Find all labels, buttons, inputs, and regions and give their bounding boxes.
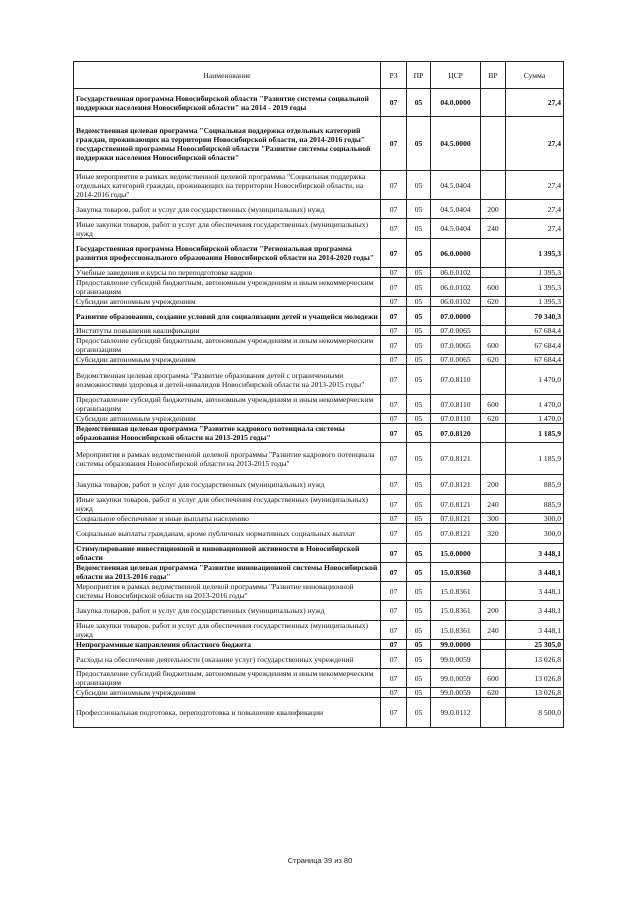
cell-rz: 07 (381, 365, 407, 395)
cell-name: Субсидии автономным учреждениям (74, 414, 381, 424)
cell-rz: 07 (381, 669, 407, 688)
cell-pr: 05 (407, 495, 431, 514)
cell-vr: 620 (481, 688, 506, 698)
cell-rz: 07 (381, 621, 407, 640)
table-row (74, 544, 564, 563)
cell-rz: 07 (381, 355, 407, 365)
cell-vr (481, 544, 506, 563)
page-number: Страница 39 из 80 (287, 856, 353, 865)
cell-sum: 27,4 (506, 89, 564, 117)
table-row (74, 89, 564, 117)
cell-sum: 885,9 (506, 495, 564, 514)
cell-name: Социальное обеспечение и иные выплаты населению (74, 514, 381, 524)
cell-sum: 1 185,9 (506, 443, 564, 475)
header-csr: ЦСР (431, 62, 481, 89)
cell-rz: 07 (381, 219, 407, 239)
cell-pr: 05 (407, 563, 431, 582)
cell-pr: 05 (407, 524, 431, 544)
cell-name: Предоставление субсидий бюджетным, автономным учреждениям и иным некоммерческим организациям (74, 669, 381, 688)
table-row (74, 582, 564, 601)
cell-pr: 05 (407, 117, 431, 171)
table-row (74, 621, 564, 640)
cell-vr (481, 640, 506, 650)
cell-rz: 07 (381, 650, 407, 669)
cell-vr (481, 563, 506, 582)
cell-sum: 1 470,0 (506, 365, 564, 395)
cell-name: Субсидии автономным учреждениям (74, 297, 381, 307)
cell-name: Непрограммные направления областного бюджета (74, 640, 381, 650)
header-pr: ПР (407, 62, 431, 89)
table-row (74, 278, 564, 297)
cell-rz: 07 (381, 563, 407, 582)
cell-name: Ведомственная целевая программа "Развитие кадрового потенциала системы образования Новосибирской области на 2013-2015 годы" (74, 424, 381, 443)
cell-name: Субсидии автономным учреждениям (74, 688, 381, 698)
cell-csr: 06.0.0000 (431, 239, 481, 268)
cell-rz: 07 (381, 117, 407, 171)
table-row (74, 365, 564, 395)
table-row (74, 355, 564, 365)
cell-csr: 07.0.8120 (431, 424, 481, 443)
cell-pr: 05 (407, 365, 431, 395)
cell-name: Иные мероприятия в рамках ведомственной целевой программы "Социальная поддержка отдельных категорий граждан, проживающих на территории Новосибирской области, на 2014-2016 годы" (74, 171, 381, 200)
cell-csr: 07.0.8110 (431, 414, 481, 424)
header-name: Наименование (74, 62, 381, 89)
table-row (74, 669, 564, 688)
cell-name: Развитие образования, создание условий для социализации детей и учащейся молодежи (74, 307, 381, 326)
table-body (74, 89, 564, 728)
cell-rz: 07 (381, 640, 407, 650)
cell-csr: 06.0.0102 (431, 278, 481, 297)
cell-rz: 07 (381, 582, 407, 601)
cell-vr (481, 424, 506, 443)
cell-pr: 05 (407, 475, 431, 495)
cell-pr: 05 (407, 424, 431, 443)
cell-name: Мероприятия в рамках ведомственной целевой программы "Развитие инновационной системы Новосибирской области на 2013-2016 годы" (74, 582, 381, 601)
cell-vr (481, 443, 506, 475)
cell-vr: 300 (481, 514, 506, 524)
table-row (74, 200, 564, 219)
cell-name: Закупка товаров, работ и услуг для государственных (муниципальных) нужд (74, 475, 381, 495)
cell-csr: 99.0.0059 (431, 650, 481, 669)
cell-name: Профессиональная подготовка, переподготовка и повышение квалификации (74, 698, 381, 728)
cell-sum: 8 500,0 (506, 698, 564, 728)
cell-vr (481, 307, 506, 326)
cell-sum: 300,0 (506, 514, 564, 524)
table-row (74, 336, 564, 355)
cell-csr: 07.0.8121 (431, 475, 481, 495)
table-row (74, 601, 564, 621)
table-row (74, 239, 564, 268)
cell-csr: 04.5.0404 (431, 200, 481, 219)
table-row (74, 688, 564, 698)
cell-pr: 05 (407, 443, 431, 475)
cell-csr: 99.0.0000 (431, 640, 481, 650)
cell-sum: 27,4 (506, 117, 564, 171)
cell-rz: 07 (381, 544, 407, 563)
cell-vr (481, 268, 506, 278)
cell-sum: 3 448,1 (506, 621, 564, 640)
cell-pr: 05 (407, 200, 431, 219)
cell-name: Субсидии автономным учреждениям (74, 355, 381, 365)
cell-csr: 15.0.8361 (431, 621, 481, 640)
cell-csr: 04.0.0000 (431, 89, 481, 117)
cell-pr: 05 (407, 297, 431, 307)
cell-vr: 200 (481, 475, 506, 495)
cell-csr: 07.0.0065 (431, 355, 481, 365)
header-vr: ВР (481, 62, 506, 89)
cell-name: Предоставление субсидий бюджетным, автономным учреждениям и иным некоммерческим организациям (74, 336, 381, 355)
cell-rz: 07 (381, 601, 407, 621)
cell-pr: 05 (407, 89, 431, 117)
cell-rz: 07 (381, 278, 407, 297)
table-row (74, 650, 564, 669)
cell-name: Стимулирование инвестиционной и инновационной активности в Новосибирской области (74, 544, 381, 563)
cell-rz: 07 (381, 336, 407, 355)
cell-pr: 05 (407, 326, 431, 336)
cell-pr: 05 (407, 355, 431, 365)
cell-sum: 1 185,9 (506, 424, 564, 443)
table-row (74, 640, 564, 650)
cell-sum: 3 448,1 (506, 544, 564, 563)
table-row (74, 171, 564, 200)
cell-rz: 07 (381, 307, 407, 326)
cell-csr: 07.0.8110 (431, 365, 481, 395)
cell-sum: 1 470,0 (506, 414, 564, 424)
cell-sum: 1 395,3 (506, 268, 564, 278)
cell-sum: 27,4 (506, 171, 564, 200)
cell-vr: 620 (481, 355, 506, 365)
table-row (74, 495, 564, 514)
cell-pr: 05 (407, 171, 431, 200)
table-row (74, 563, 564, 582)
cell-vr (481, 239, 506, 268)
cell-sum: 3 448,1 (506, 582, 564, 601)
cell-rz: 07 (381, 326, 407, 336)
table-row (74, 326, 564, 336)
cell-rz: 07 (381, 395, 407, 414)
cell-name: Ведомственная целевая программа "Развитие инновационной системы Новосибирской области на 2013-2016 годы" (74, 563, 381, 582)
cell-csr: 99.0.0059 (431, 688, 481, 698)
table-row (74, 698, 564, 728)
cell-pr: 05 (407, 514, 431, 524)
cell-name: Ведомственная целевая программа "Развитие образования детей с ограниченными возможностями здоровья и детей-инвалидов Новосибирской области на 2013-2015 годы" (74, 365, 381, 395)
cell-csr: 07.0.0000 (431, 307, 481, 326)
cell-pr: 05 (407, 582, 431, 601)
header-rz: РЗ (381, 62, 407, 89)
cell-name: Предоставление субсидий бюджетным, автономным учреждениям и иным некоммерческим организациям (74, 278, 381, 297)
cell-vr (481, 698, 506, 728)
cell-name: Иные закупки товаров, работ и услуг для обеспечения государственных (муниципальных) нужд (74, 621, 381, 640)
cell-rz: 07 (381, 268, 407, 278)
cell-csr: 07.0.8110 (431, 395, 481, 414)
cell-name: Иные закупки товаров, работ и услуг для обеспечения государственных (муниципальных) нужд (74, 219, 381, 239)
cell-vr (481, 650, 506, 669)
cell-sum: 1 470,0 (506, 395, 564, 414)
cell-sum: 13 026,8 (506, 650, 564, 669)
cell-sum: 67 684,4 (506, 326, 564, 336)
table-row (74, 219, 564, 239)
cell-vr: 600 (481, 395, 506, 414)
table-header-row (74, 62, 564, 89)
cell-vr: 620 (481, 297, 506, 307)
cell-sum: 25 305,0 (506, 640, 564, 650)
cell-pr: 05 (407, 640, 431, 650)
cell-vr: 200 (481, 601, 506, 621)
cell-pr: 05 (407, 621, 431, 640)
cell-csr: 06.0.0102 (431, 268, 481, 278)
cell-csr: 99.0.0059 (431, 669, 481, 688)
cell-sum: 885,9 (506, 475, 564, 495)
table-row (74, 297, 564, 307)
cell-pr: 05 (407, 219, 431, 239)
cell-name: Ведомственная целевая программа "Социальная поддержка отдельных категорий граждан, проживающих на территории Новосибирской области, на 2014-2016 годы" государственной программы Новосибирской области "Развитие системы социальной поддержки населения Новосибирской области" (74, 117, 381, 171)
cell-vr (481, 365, 506, 395)
cell-sum: 300,0 (506, 524, 564, 544)
cell-sum: 27,4 (506, 200, 564, 219)
table-row (74, 514, 564, 524)
table-row (74, 424, 564, 443)
cell-csr: 07.0.8121 (431, 495, 481, 514)
cell-name: Государственная программа Новосибирской области "Региональная программа развития профессионального образования Новосибирской области на 2014-2020 годы" (74, 239, 381, 268)
table-row (74, 524, 564, 544)
table-row (74, 414, 564, 424)
cell-name: Учебные заведения и курсы по переподготовке кадров (74, 268, 381, 278)
cell-sum: 1 395,3 (506, 239, 564, 268)
cell-name: Предоставление субсидий бюджетным, автономным учреждениям и иным некоммерческим организациям (74, 395, 381, 414)
table-row (74, 117, 564, 171)
cell-vr (481, 171, 506, 200)
cell-sum: 13 026,8 (506, 669, 564, 688)
cell-csr: 99.0.0112 (431, 698, 481, 728)
cell-sum: 13 026,8 (506, 688, 564, 698)
cell-vr (481, 326, 506, 336)
cell-name: Закупка товаров, работ и услуг для государственных (муниципальных) нужд (74, 200, 381, 219)
cell-vr: 600 (481, 669, 506, 688)
cell-name: Иные закупки товаров, работ и услуг для обеспечения государственных (муниципальных) нужд (74, 495, 381, 514)
table-row (74, 307, 564, 326)
cell-pr: 05 (407, 307, 431, 326)
cell-rz: 07 (381, 443, 407, 475)
table-row (74, 443, 564, 475)
cell-rz: 07 (381, 171, 407, 200)
cell-rz: 07 (381, 200, 407, 219)
cell-sum: 70 340,3 (506, 307, 564, 326)
cell-csr: 07.0.8121 (431, 514, 481, 524)
cell-rz: 07 (381, 89, 407, 117)
cell-vr: 600 (481, 278, 506, 297)
cell-csr: 07.0.0065 (431, 326, 481, 336)
cell-vr: 320 (481, 524, 506, 544)
cell-csr: 15.0.8361 (431, 582, 481, 601)
cell-csr: 04.5.0000 (431, 117, 481, 171)
cell-pr: 05 (407, 669, 431, 688)
table-row (74, 475, 564, 495)
cell-vr (481, 89, 506, 117)
cell-sum: 27,4 (506, 219, 564, 239)
cell-rz: 07 (381, 424, 407, 443)
cell-csr: 07.0.0065 (431, 336, 481, 355)
cell-name: Государственная программа Новосибирской области "Развитие системы социальной поддержки населения Новосибирской области" на 2014 - 2019 годы (74, 89, 381, 117)
cell-vr: 240 (481, 621, 506, 640)
cell-pr: 05 (407, 395, 431, 414)
cell-pr: 05 (407, 336, 431, 355)
budget-table (73, 61, 564, 728)
cell-name: Расходы на обеспечение деятельности (оказание услуг) государственных учреждений (74, 650, 381, 669)
cell-pr: 05 (407, 698, 431, 728)
cell-csr: 07.0.8121 (431, 524, 481, 544)
header-sum: Сумма (506, 62, 564, 89)
cell-pr: 05 (407, 601, 431, 621)
cell-sum: 3 448,1 (506, 563, 564, 582)
cell-name: Социальные выплаты гражданам, кроме публичных нормативных социальных выплат (74, 524, 381, 544)
cell-pr: 05 (407, 239, 431, 268)
cell-rz: 07 (381, 239, 407, 268)
cell-sum: 1 395,3 (506, 297, 564, 307)
cell-vr: 240 (481, 219, 506, 239)
cell-pr: 05 (407, 278, 431, 297)
cell-name: Мероприятия в рамках ведомственной целевой программы "Развитие кадрового потенциала системы образования Новосибирской области на 2013-2015 годы" (74, 443, 381, 475)
cell-pr: 05 (407, 544, 431, 563)
table-row (74, 268, 564, 278)
cell-rz: 07 (381, 297, 407, 307)
cell-csr: 04.5.0404 (431, 171, 481, 200)
cell-name: Институты повышения квалификации (74, 326, 381, 336)
cell-rz: 07 (381, 698, 407, 728)
cell-sum: 67 684,4 (506, 355, 564, 365)
cell-vr: 240 (481, 495, 506, 514)
cell-vr: 620 (481, 414, 506, 424)
cell-name: Закупка товаров, работ и услуг для государственных (муниципальных) нужд (74, 601, 381, 621)
cell-sum: 1 395,3 (506, 278, 564, 297)
cell-csr: 15.0.0000 (431, 544, 481, 563)
cell-vr: 600 (481, 336, 506, 355)
cell-csr: 15.0.8360 (431, 563, 481, 582)
cell-rz: 07 (381, 514, 407, 524)
cell-pr: 05 (407, 268, 431, 278)
cell-rz: 07 (381, 688, 407, 698)
cell-csr: 15.0.8361 (431, 601, 481, 621)
cell-vr (481, 582, 506, 601)
cell-csr: 07.0.8121 (431, 443, 481, 475)
cell-csr: 04.5.0404 (431, 219, 481, 239)
cell-pr: 05 (407, 650, 431, 669)
cell-vr: 200 (481, 200, 506, 219)
cell-csr: 06.0.0102 (431, 297, 481, 307)
cell-pr: 05 (407, 414, 431, 424)
table-row (74, 395, 564, 414)
cell-pr: 05 (407, 688, 431, 698)
cell-rz: 07 (381, 414, 407, 424)
cell-sum: 67 684,4 (506, 336, 564, 355)
cell-vr (481, 117, 506, 171)
cell-sum: 3 448,1 (506, 601, 564, 621)
cell-rz: 07 (381, 495, 407, 514)
cell-rz: 07 (381, 524, 407, 544)
cell-rz: 07 (381, 475, 407, 495)
